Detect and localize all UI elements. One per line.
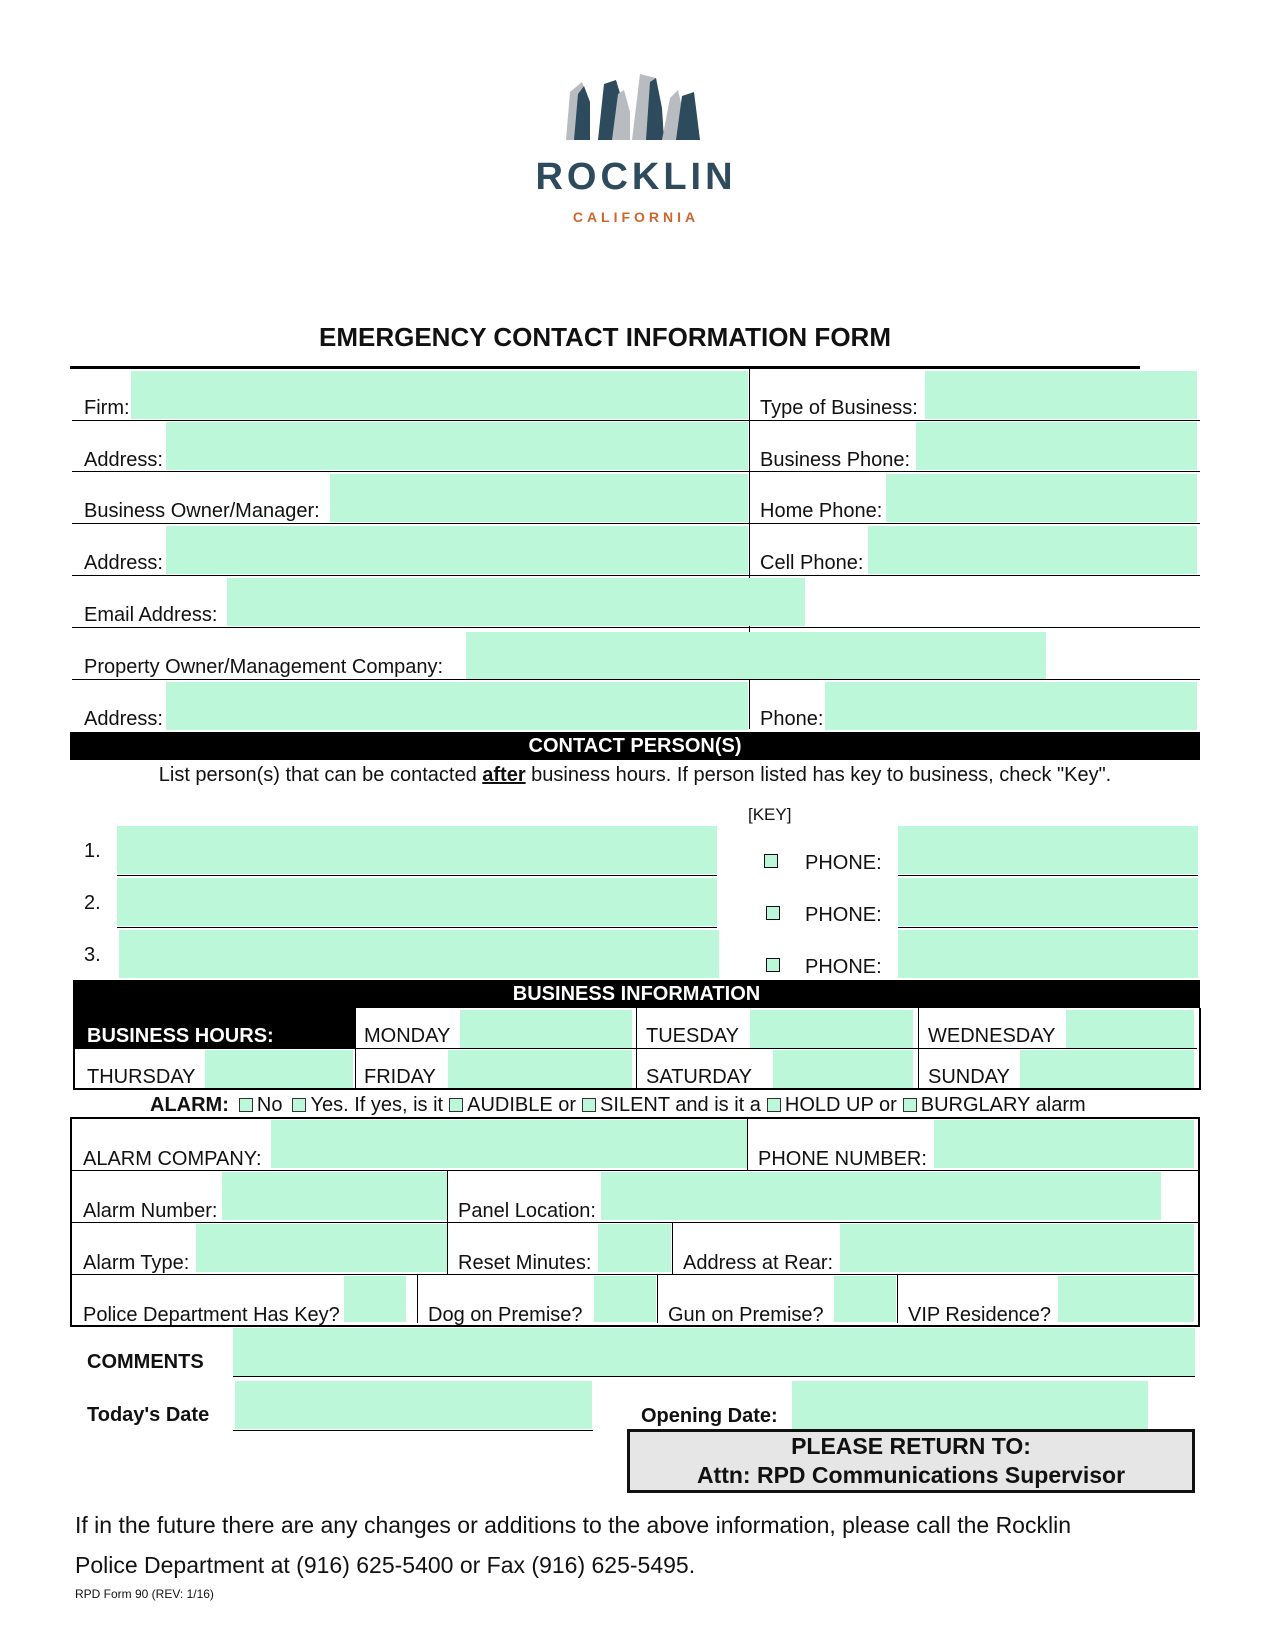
alarm-row-rule (72, 1274, 1198, 1275)
contact-key-3-checkbox[interactable] (766, 958, 780, 972)
form-number: RPD Form 90 (REV: 1/16) (75, 1587, 214, 1601)
reset-minutes-input[interactable] (598, 1224, 671, 1272)
row-rule (72, 420, 1200, 421)
alarm-col-rule (747, 1119, 748, 1170)
contact-phone-2-input[interactable] (898, 878, 1198, 926)
owner-manager-input[interactable] (330, 474, 748, 522)
gun-input[interactable] (834, 1276, 896, 1322)
alarm-audible-label: AUDIBLE or (467, 1094, 577, 1116)
key-column-label: [KEY] (748, 805, 792, 824)
address-label: Address: (84, 449, 163, 471)
contact-phone-1-label: PHONE: (805, 852, 882, 874)
cell-phone-input[interactable] (868, 526, 1197, 574)
contact-rule (117, 875, 717, 876)
instruction-post: business hours. If person listed has key to business, check "Key". (525, 764, 1112, 786)
address-input[interactable] (166, 422, 748, 470)
home-phone-label: Home Phone: (760, 500, 883, 522)
property-address-input[interactable] (166, 682, 748, 730)
day-tuesday-label: TUESDAY (646, 1025, 739, 1047)
rocklin-logo (560, 72, 710, 142)
owner-address-label: Address: (84, 552, 163, 574)
comments-rule (233, 1376, 1195, 1377)
email-input[interactable] (227, 578, 805, 626)
alarm-col-rule (447, 1170, 448, 1274)
alarm-no-checkbox[interactable] (239, 1098, 253, 1112)
alarm-number-input[interactable] (222, 1172, 447, 1220)
alarm-row-rule (72, 1170, 1198, 1171)
form-title: EMERGENCY CONTACT INFORMATION FORM (319, 322, 891, 352)
day-saturday-label: SATURDAY (646, 1066, 752, 1088)
day-thursday-label: THURSDAY (87, 1066, 196, 1088)
business-phone-label: Business Phone: (760, 449, 911, 471)
hours-col-rule (355, 1008, 356, 1088)
return-line-2: Attn: RPD Communications Supervisor (696, 1462, 1126, 1488)
day-thursday-input[interactable] (205, 1050, 353, 1088)
top-rule (70, 366, 1140, 369)
property-owner-label: Property Owner/Management Company: (84, 656, 444, 678)
alarm-silent-checkbox[interactable] (582, 1098, 596, 1112)
owner-address-input[interactable] (166, 526, 748, 574)
home-phone-input[interactable] (886, 474, 1197, 522)
alarm-col-rule (417, 1274, 418, 1323)
property-owner-input[interactable] (466, 632, 1046, 680)
panel-location-label: Panel Location: (458, 1200, 596, 1222)
police-key-label: Police Department Has Key? (83, 1304, 340, 1326)
alarm-burglary-label: BURGLARY alarm (920, 1094, 1086, 1116)
notice-line-1: If in the future there are any changes or additions to the above information, please call the Rocklin (75, 1512, 1071, 1538)
alarm-phone-input[interactable] (934, 1120, 1194, 1168)
dog-input[interactable] (594, 1276, 656, 1322)
contact-number-2: 2. (84, 892, 101, 914)
contact-key-1-checkbox[interactable] (764, 854, 778, 868)
type-of-business-label: Type of Business: (760, 397, 918, 419)
todays-date-input[interactable] (235, 1381, 592, 1429)
instruction-pre: List person(s) that can be contacted (158, 764, 483, 786)
contact-phone-2-label: PHONE: (805, 904, 882, 926)
day-sunday-label: SUNDAY (928, 1066, 1010, 1088)
contact-name-2-input[interactable] (117, 878, 717, 926)
contact-rule (117, 927, 717, 928)
alarm-burglary-checkbox[interactable] (903, 1098, 917, 1112)
owner-manager-label: Business Owner/Manager: (84, 500, 320, 522)
comments-input[interactable] (233, 1328, 1195, 1376)
business-hours-label: BUSINESS HOURS: (87, 1025, 274, 1047)
property-address-label: Address: (84, 708, 163, 730)
contact-name-1-input[interactable] (117, 826, 717, 874)
day-friday-label: FRIDAY (364, 1066, 436, 1088)
alarm-label: ALARM: (150, 1094, 229, 1116)
alarm-col-rule (672, 1222, 673, 1274)
alarm-phone-label: PHONE NUMBER: (758, 1148, 927, 1170)
row-rule (72, 627, 1200, 628)
contact-name-3-input[interactable] (119, 930, 719, 978)
alarm-holdup-checkbox[interactable] (767, 1098, 781, 1112)
day-wednesday-input[interactable] (1066, 1010, 1194, 1048)
hours-col-rule (918, 1008, 919, 1088)
contact-persons-header: CONTACT PERSON(S) (70, 732, 1200, 760)
day-monday-label: MONDAY (364, 1025, 451, 1047)
vip-label: VIP Residence? (908, 1304, 1052, 1326)
alarm-yes-checkbox[interactable] (292, 1098, 306, 1112)
alarm-company-label: ALARM COMPANY: (83, 1148, 262, 1170)
address-rear-label: Address at Rear: (683, 1252, 834, 1274)
gun-label: Gun on Premise? (668, 1304, 824, 1326)
day-sunday-input[interactable] (1020, 1050, 1194, 1088)
day-saturday-input[interactable] (773, 1050, 913, 1088)
police-key-input[interactable] (344, 1276, 406, 1322)
alarm-no-label: No (256, 1094, 283, 1116)
row-rule (72, 679, 1200, 680)
date-rule (233, 1430, 593, 1431)
day-monday-input[interactable] (460, 1010, 632, 1048)
alarm-col-rule (897, 1274, 898, 1323)
alarm-type-input[interactable] (196, 1224, 447, 1272)
row-rule (72, 471, 1200, 472)
contact-rule (898, 927, 1198, 928)
property-phone-label: Phone: (760, 708, 824, 730)
notice-line-2: Police Department at (916) 625-5400 or Fax (916) 625-5495. (75, 1552, 696, 1578)
day-tuesday-input[interactable] (750, 1010, 913, 1048)
contact-phone-3-input[interactable] (898, 930, 1198, 978)
alarm-yes-label: Yes. If yes, is it (310, 1094, 444, 1116)
alarm-audible-checkbox[interactable] (449, 1098, 463, 1112)
row-rule (72, 523, 1200, 524)
contact-number-3: 3. (84, 944, 101, 966)
contact-instruction (70, 764, 1200, 786)
firm-label: Firm: (84, 397, 130, 419)
alarm-silent-label: SILENT and is it a (600, 1094, 761, 1116)
contact-number-1: 1. (84, 840, 101, 862)
return-box (627, 1429, 1195, 1493)
rocklin-mountains-icon (560, 72, 710, 142)
hours-col-rule (636, 1008, 637, 1088)
business-phone-input[interactable] (916, 422, 1197, 470)
panel-location-input[interactable] (601, 1172, 1161, 1220)
todays-date-label: Today's Date (87, 1404, 210, 1426)
alarm-type-label: Alarm Type: (83, 1252, 190, 1274)
contact-phone-3-label: PHONE: (805, 956, 882, 978)
opening-date-label: Opening Date: (641, 1405, 778, 1427)
logo-name: ROCKLIN (535, 156, 737, 198)
opening-date-input[interactable] (792, 1381, 1148, 1429)
contact-rule (898, 875, 1198, 876)
alarm-col-rule (657, 1274, 658, 1323)
instruction-emphasis: after (482, 764, 526, 786)
cell-phone-label: Cell Phone: (760, 552, 864, 574)
day-wednesday-label: WEDNESDAY (928, 1025, 1056, 1047)
comments-label: COMMENTS (87, 1351, 204, 1373)
alarm-company-input[interactable] (271, 1120, 747, 1168)
contact-phone-1-input[interactable] (898, 826, 1198, 874)
property-phone-input[interactable] (825, 682, 1197, 730)
type-of-business-input[interactable] (925, 371, 1197, 419)
alarm-options (150, 1094, 1086, 1116)
vip-input[interactable] (1058, 1276, 1194, 1322)
dog-label: Dog on Premise? (428, 1304, 583, 1326)
business-info-header: BUSINESS INFORMATION (73, 980, 1200, 1008)
logo-sub: CALIFORNIA (572, 209, 700, 225)
address-rear-input[interactable] (840, 1224, 1194, 1272)
row-rule (72, 575, 1200, 576)
alarm-holdup-label: HOLD UP or (784, 1094, 897, 1116)
alarm-number-label: Alarm Number: (83, 1200, 218, 1222)
firm-input[interactable] (131, 371, 748, 419)
contact-key-2-checkbox[interactable] (766, 906, 780, 920)
return-line-1: PLEASE RETURN TO: (791, 1433, 1031, 1459)
alarm-row-rule (72, 1222, 1198, 1223)
reset-minutes-label: Reset Minutes: (458, 1252, 592, 1274)
email-label: Email Address: (84, 604, 218, 626)
day-friday-input[interactable] (448, 1050, 632, 1088)
